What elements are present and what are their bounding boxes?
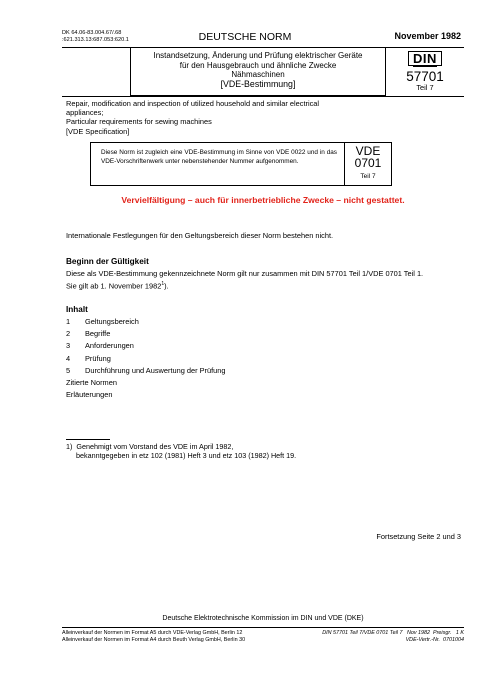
title-line-4: [VDE-Bestimmung] [220, 78, 296, 89]
toc-item-number: 4 [66, 353, 71, 363]
issue-date: November 1982 [394, 31, 461, 41]
validity-date-text: Sie gilt ab 1. November 1982 [66, 281, 162, 291]
vde-number-block [345, 143, 391, 181]
vde-notice-box [90, 142, 392, 186]
footnote-line-1: 1) Genehmigt vom Vorstand des VDE im April 1982, [66, 442, 234, 451]
vde-label: VDE [355, 144, 381, 158]
toc-item-label: Geltungsbereich [85, 317, 139, 326]
english-line-1: Repair, modification and inspection of utilized household and similar electrical [66, 99, 320, 108]
din-logo [408, 51, 442, 66]
toc-item-number: 2 [66, 329, 71, 339]
english-line-3: Particular requirements for sewing machines [66, 117, 212, 127]
footnote-line-2: bekanntgegeben in etz 102 (1981) Heft 3 und etz 103 (1982) Heft 19. [66, 451, 297, 461]
toc-item [66, 329, 366, 341]
english-line-2: appliances; [66, 108, 104, 118]
toc-item-label: Prüfung [85, 353, 111, 363]
toc-item-label: Durchführung und Auswertung der Prüfung [85, 365, 226, 375]
validity-heading: Beginn der Gültigkeit [66, 257, 149, 266]
footer-right-line-1: DIN 57701 Teil 7/VDE 0701 Teil 7 Nov 1982 Preisgr. 1 K [322, 630, 464, 636]
footer-right [322, 630, 464, 644]
din-part: Teil 7 [416, 83, 434, 92]
validity-text [66, 269, 466, 291]
footer-left [62, 630, 245, 644]
din-logo-text: DIN [413, 51, 437, 66]
din-block [386, 48, 464, 96]
toc-item-number: 1 [66, 317, 71, 326]
dk-line-2: :621.313.13:687.053:620.1 [62, 37, 129, 43]
continuation-note: Fortsetzung Seite 2 und 3 [376, 532, 461, 541]
toc-item [66, 354, 366, 366]
bottom-rule [62, 627, 464, 628]
din-number: 57701 [406, 69, 444, 84]
title-line-2: für den Hausgebrauch und ähnliche Zwecke [179, 60, 337, 70]
english-title [66, 99, 366, 136]
reproduction-warning: Vervielfältigung – auch für innerbetriebliche Zwecke – nicht gestattet. [121, 195, 405, 205]
validity-text-line-1: Diese als VDE-Bestimmung gekennzeichnete Norm gilt nur zusammen mit DIN 57701 Teil 1/VDE 0701 Teil 1. [66, 269, 424, 278]
title-line-1: Instandsetzung, Änderung und Prüfung elektrischer Geräte [153, 51, 363, 60]
toc-item [66, 341, 366, 353]
footnote [66, 442, 296, 460]
table-of-contents [66, 317, 366, 402]
toc-item-label: Begriffe [85, 329, 111, 339]
toc-item [66, 366, 366, 378]
title-line-3: Nähmaschinen [231, 70, 285, 80]
validity-text-line-2 [66, 279, 466, 291]
footer-left-line-2: Alleinverkauf der Normen im Format A4 durch Beuth Verlag GmbH, Berlin 30 [62, 637, 246, 644]
commission-line: Deutsche Elektrotechnische Kommission im DIN und VDE (DKE) [162, 615, 364, 622]
dk-classification [62, 30, 182, 44]
title-bottom-rule [62, 96, 464, 97]
toc-item-number: 3 [66, 341, 71, 351]
toc-item-label: Anforderungen [85, 341, 134, 351]
footnote-rule [66, 439, 110, 440]
validity-text-end: ). [164, 281, 169, 291]
contents-heading: Inhalt [66, 305, 88, 314]
footer-right-line-2: VDE-Vertr.-Nr. 0701004 [405, 637, 464, 644]
toc-explanations: Erläuterungen [66, 390, 113, 400]
dk-line-1: DK 64.06-83.004.67/.68 [62, 30, 122, 36]
norm-label: DEUTSCHE NORM [198, 31, 292, 43]
footer-left-line-1: Alleinverkauf der Normen im Format A5 durch VDE-Verlag GmbH, Berlin 12 [62, 630, 243, 636]
international-note: Internationale Festlegungen für den Geltungsbereich dieser Norm bestehen nicht. [66, 231, 334, 240]
vde-notice-text: Diese Norm ist zugleich eine VDE-Bestimmung im Sinne von VDE 0022 und in das VDE-Vorschriftenwerk unter nebenstehender Nummer aufgenommen. [101, 149, 337, 165]
vde-number: 0701 [354, 156, 382, 170]
toc-item-number: 5 [66, 365, 71, 375]
toc-cited-standards: Zitierte Normen [66, 377, 117, 387]
english-line-4: [VDE Specification] [66, 126, 130, 136]
vde-part: Teil 7 [360, 173, 376, 180]
footnote-mark: 1 [161, 281, 165, 287]
title-box [130, 48, 386, 96]
toc-item [66, 317, 366, 329]
